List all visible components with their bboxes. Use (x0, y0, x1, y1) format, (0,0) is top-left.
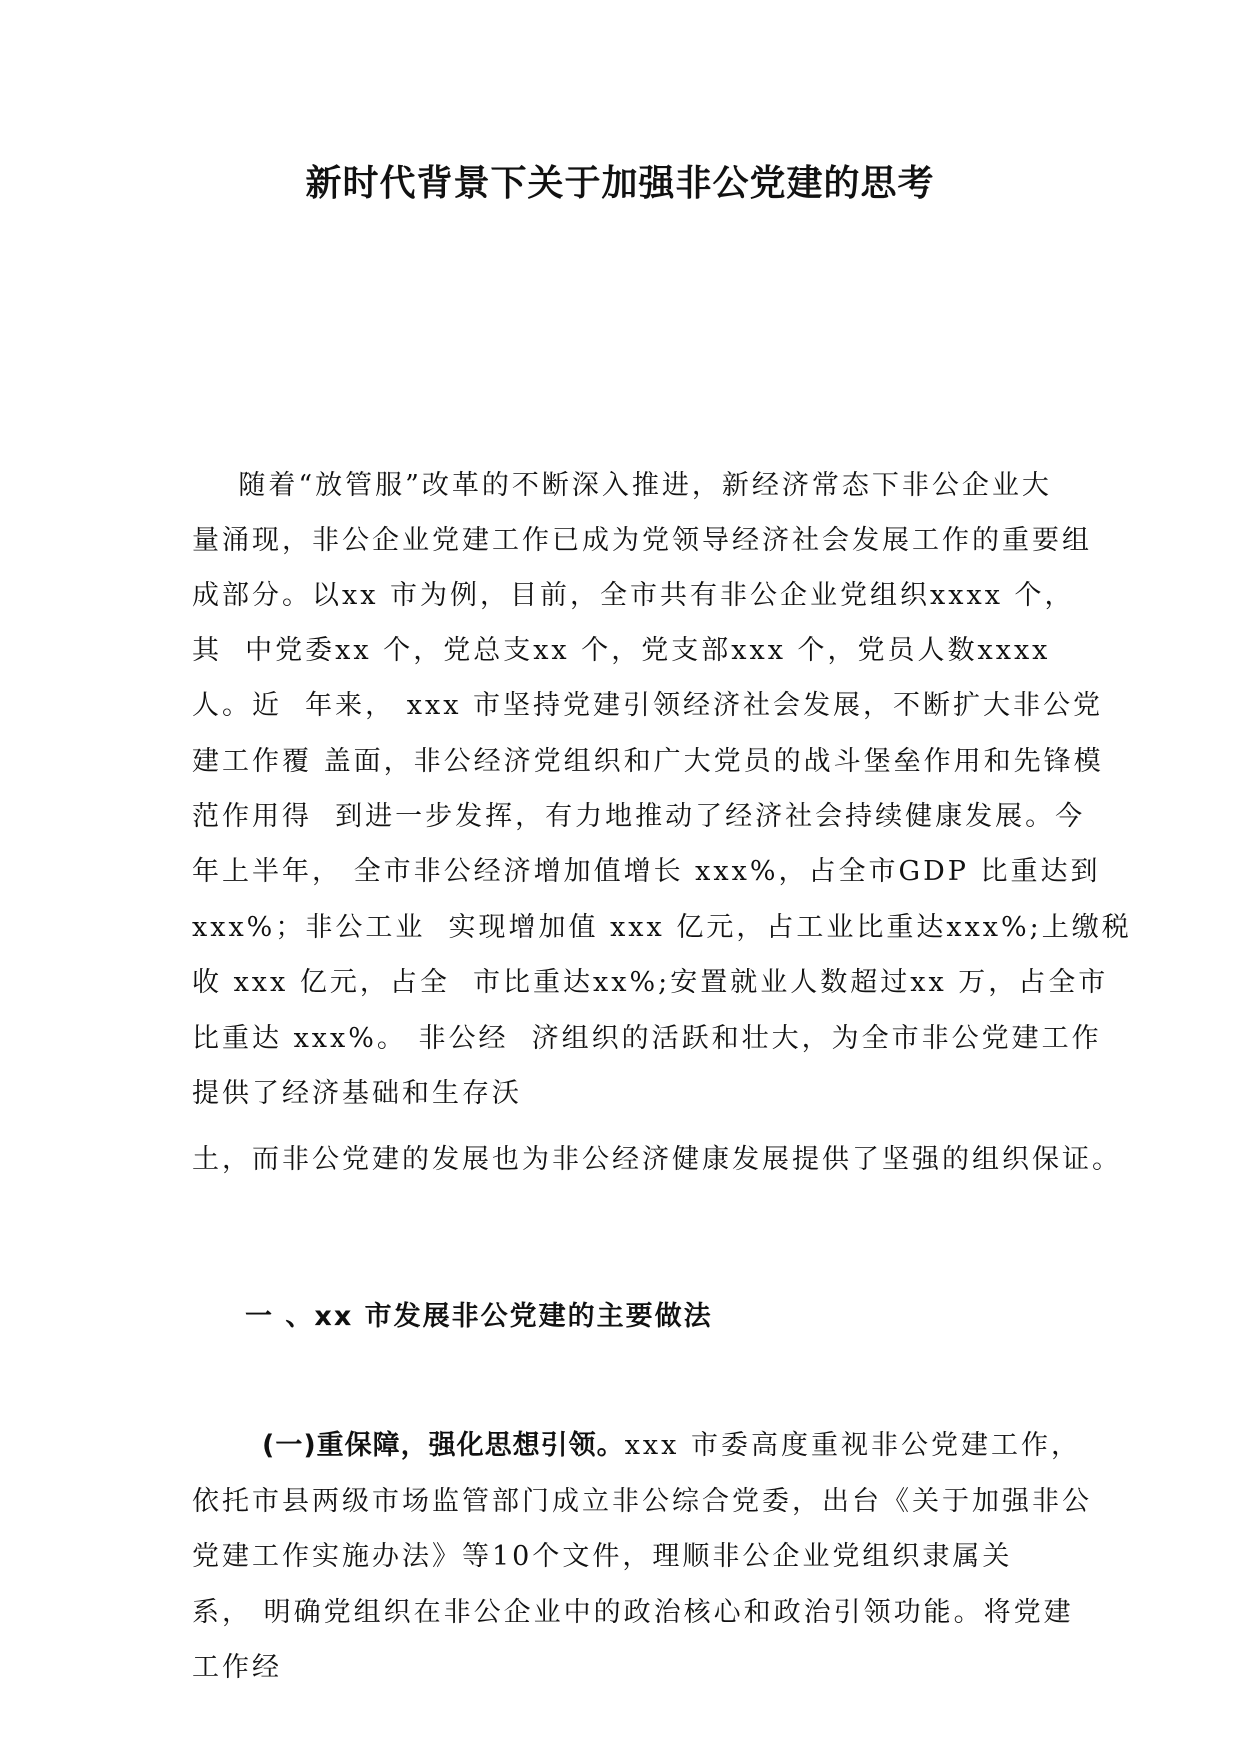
paragraph-line: 提供了经济基础和生存沃 (192, 1078, 522, 1109)
paragraph-line: 比重达 xxx%。 非公经 济组织的活跃和壮大，为全市非公党建工作 (192, 1023, 1102, 1054)
paragraph-line: xxx%；非公工业 实现增加值 xxx 亿元，占工业比重达xxx%;上缴税 (192, 912, 1132, 943)
paragraph-line: 工作经 (192, 1652, 282, 1683)
paragraph-line: 年上半年， 全市非公经济增加值增长 xxx%，占全市GDP 比重达到 (192, 856, 1101, 887)
paragraph-line: 人。近 年来， xxx 市坚持党建引领经济社会发展，不断扩大非公党 (192, 690, 1104, 721)
subsection-lead: (一)重保障，强化思想引领。 (262, 1430, 625, 1461)
paragraph-line: 建工作覆 盖面，非公经济党组织和广大党员的战斗堡垒作用和先锋模 (192, 746, 1104, 777)
subsection-first-line-rest: xxx 市委高度重视非公党建工作， (624, 1430, 1081, 1461)
subsection-first-line (262, 1426, 1081, 1466)
paragraph-line: 成部分。以xx 市为例，目前，全市共有非公企业党组织xxxx 个， (192, 580, 1075, 611)
paragraph-line: 土，而非公党建的发展也为非公经济健康发展提供了坚强的组织保证。 (192, 1144, 1122, 1175)
paragraph-line: 系， 明确党组织在非公企业中的政治核心和政治引领功能。将党建 (192, 1597, 1074, 1628)
paragraph-line: 党建工作实施办法》等10个文件，理顺非公企业党组织隶属关 (192, 1541, 1013, 1572)
paragraph-line: 其 中党委xx 个，党总支xx 个，党支部xxx 个，党员人数xxxx (192, 635, 1051, 666)
paragraph-line: 范作用得 到进一步发挥，有力地推动了经济社会持续健康发展。今 (192, 801, 1086, 832)
section-heading: 一 、xx 市发展非公党建的主要做法 (245, 1301, 713, 1332)
paragraph-line: 收 xxx 亿元，占全 市比重达xx%;安置就业人数超过xx 万，占全市 (192, 967, 1109, 998)
paragraph-line: 量涌现，非公企业党建工作已成为党领导经济社会发展工作的重要组 (192, 525, 1092, 556)
paragraph-line: 依托市县两级市场监管部门成立非公综合党委，出台《关于加强非公 (192, 1486, 1092, 1517)
document-title: 新时代背景下关于加强非公党建的思考 (305, 163, 935, 204)
paragraph-line: 随着“放管服”改革的不断深入推进，新经济常态下非公企业大 (192, 470, 1052, 501)
